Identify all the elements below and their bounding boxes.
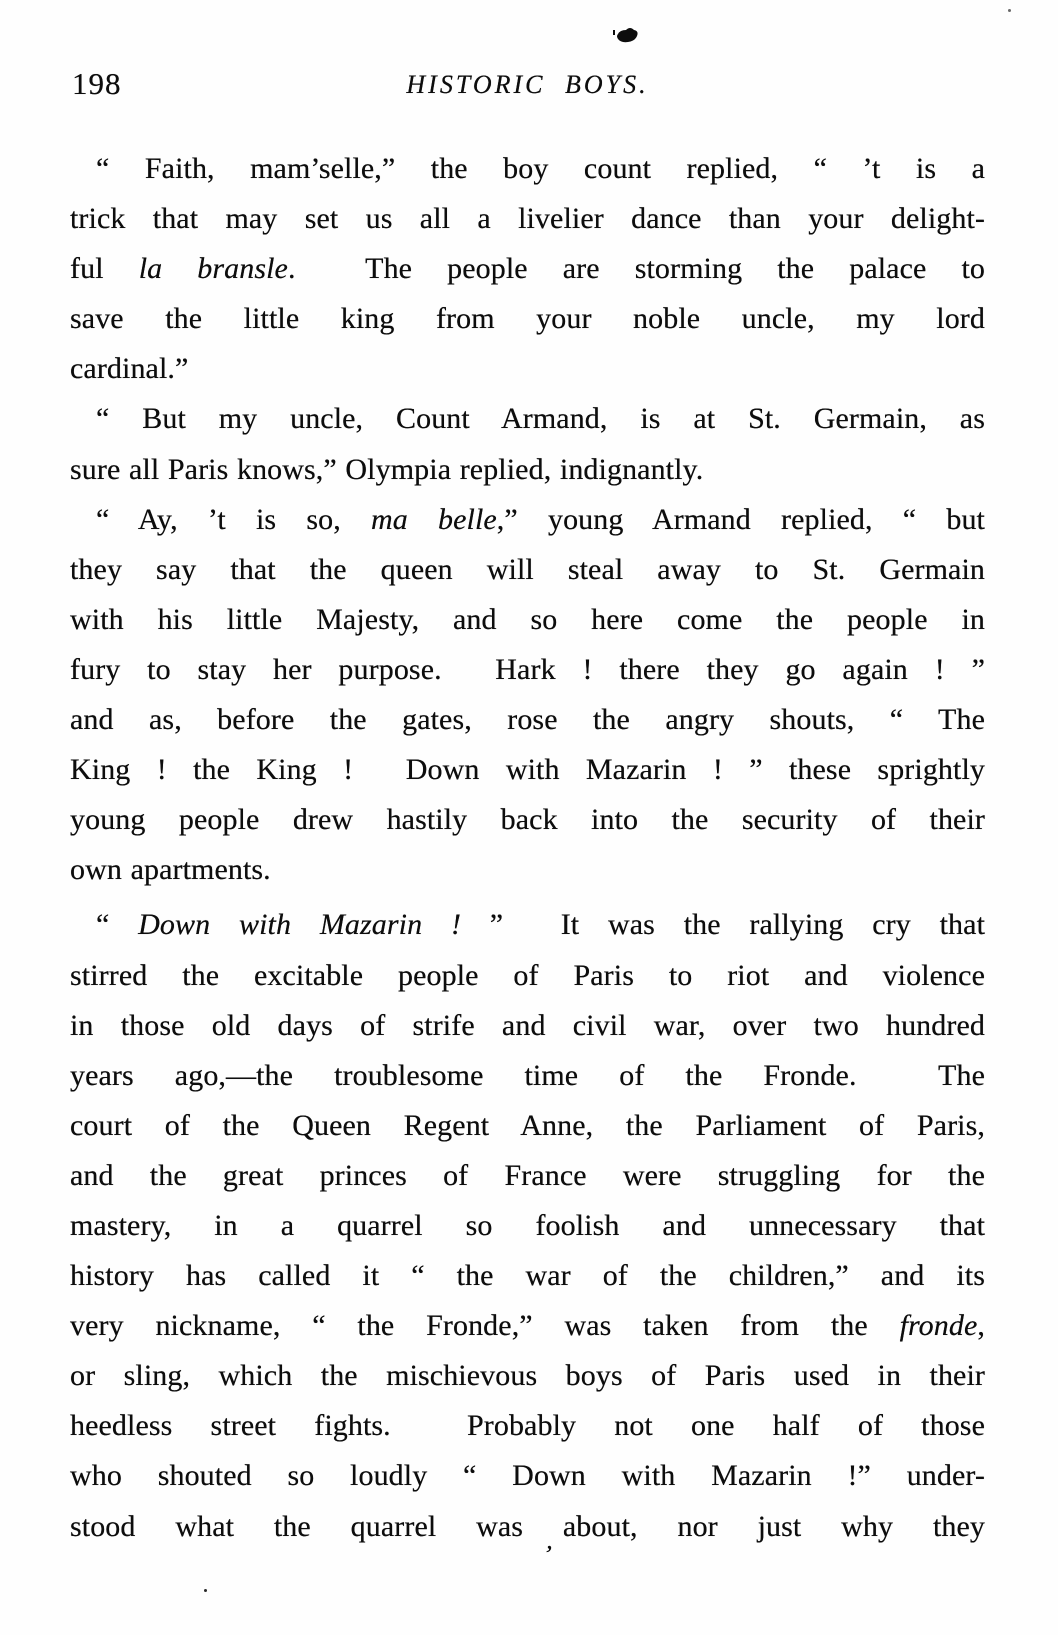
paragraph: [70, 900, 985, 1551]
text-line: [70, 1201, 985, 1251]
text-line: [70, 1401, 985, 1451]
text-run: heedless street fights. Probably not one half of those: [70, 1409, 985, 1443]
text-run: and the great princes of France were struggling for the: [70, 1158, 985, 1192]
stray-dot: [204, 1589, 207, 1592]
text-line: [70, 1351, 985, 1401]
text-line: [70, 344, 985, 394]
text-run: ,” young Armand replied, “ but: [496, 502, 985, 536]
text-run: fury to stay her purpose. Hark ! there they go again ! ”: [70, 652, 985, 686]
text-line: [70, 595, 985, 645]
text-run: stood what the quarrel was about, nor just why they: [70, 1509, 985, 1543]
text-run: own apartments.: [70, 853, 271, 887]
text-line: [70, 194, 985, 244]
page-number: 198: [72, 66, 122, 101]
text-line: [70, 1151, 985, 1201]
running-title: HISTORIC BOYS.: [406, 70, 649, 99]
text-run: court of the Queen Regent Anne, the Parliament of Paris,: [70, 1108, 985, 1142]
italic-text-run: fronde: [899, 1309, 978, 1343]
text-run: history has called it “ the war of the children,” and its: [70, 1259, 985, 1293]
text-run: they say that the queen will steal away to St. Germain: [70, 552, 985, 586]
text-run: in those old days of strife and civil war, over two hundred: [70, 1008, 985, 1042]
italic-text-run: la bransle: [138, 252, 288, 286]
text-run: “ Faith, mam’selle,” the boy count replied, “ ’t is a: [96, 152, 985, 185]
text-line: [70, 1051, 985, 1101]
text-run: “: [96, 908, 139, 942]
text-line: [70, 951, 985, 1001]
text-run: “ Ay, ’t is so,: [96, 502, 371, 536]
paragraph: [70, 495, 985, 896]
ink-blot-icon: [612, 27, 640, 50]
text-run: or sling, which the mischievous boys of Paris used in their: [70, 1359, 985, 1393]
text-line: [70, 445, 985, 495]
text-line: [70, 900, 985, 950]
text-line: [70, 294, 985, 344]
text-run: . The people are storming the palace to: [287, 252, 986, 286]
paragraph: [70, 144, 985, 394]
text-line: [70, 845, 985, 895]
text-line: [70, 394, 985, 444]
text-run: ful: [70, 252, 139, 286]
text-run: save the little king from your noble uncle, my lord: [70, 302, 985, 336]
text-run: young people drew hastily back into the security of their: [70, 803, 985, 837]
text-run: mastery, in a quarrel so foolish and unnecessary that: [70, 1208, 985, 1242]
page-body: [70, 144, 985, 1552]
text-line: [70, 545, 985, 595]
text-line: [70, 244, 985, 294]
italic-text-run: Down with Mazarin !: [138, 908, 462, 942]
text-line: [70, 795, 985, 845]
text-line: [70, 645, 985, 695]
text-line: [70, 495, 985, 545]
text-run: and as, before the gates, rose the angry shouts, “ The: [70, 703, 985, 737]
text-line: [70, 1101, 985, 1151]
text-line: [70, 1251, 985, 1301]
stray-dot: [1008, 9, 1011, 12]
text-run: ,: [977, 1309, 985, 1343]
text-run: with his little Majesty, and so here come the people in: [70, 602, 985, 636]
text-line: [70, 695, 985, 745]
text-run: trick that may set us all a livelier dance than your delight-: [70, 202, 985, 236]
text-line: [70, 745, 985, 795]
text-line: [70, 1502, 985, 1552]
text-run: stirred the excitable people of Paris to riot and violence: [70, 958, 985, 992]
text-run: very nickname, “ the Fronde,” was taken from the: [70, 1309, 900, 1343]
text-line: [70, 1451, 985, 1501]
text-run: “ But my uncle, Count Armand, is at St. Germain, as: [96, 402, 985, 436]
stray-mark: ’: [542, 1539, 555, 1570]
text-run: who shouted so loudly “ Down with Mazarin !” under-: [70, 1459, 985, 1493]
text-run: ” It was the rallying cry that: [461, 908, 986, 942]
text-run: sure all Paris knows,” Olympia replied, indignantly.: [70, 452, 704, 486]
text-run: cardinal.”: [70, 352, 189, 386]
text-line: [70, 1001, 985, 1051]
text-line: [70, 1301, 985, 1351]
text-run: King ! the King ! Down with Mazarin ! ” these sprightly: [70, 753, 985, 787]
paragraph: [70, 394, 985, 494]
text-run: years ago,—the troublesome time of the Fronde. The: [70, 1058, 985, 1092]
italic-text-run: ma belle: [370, 502, 497, 536]
text-line: [70, 144, 985, 194]
